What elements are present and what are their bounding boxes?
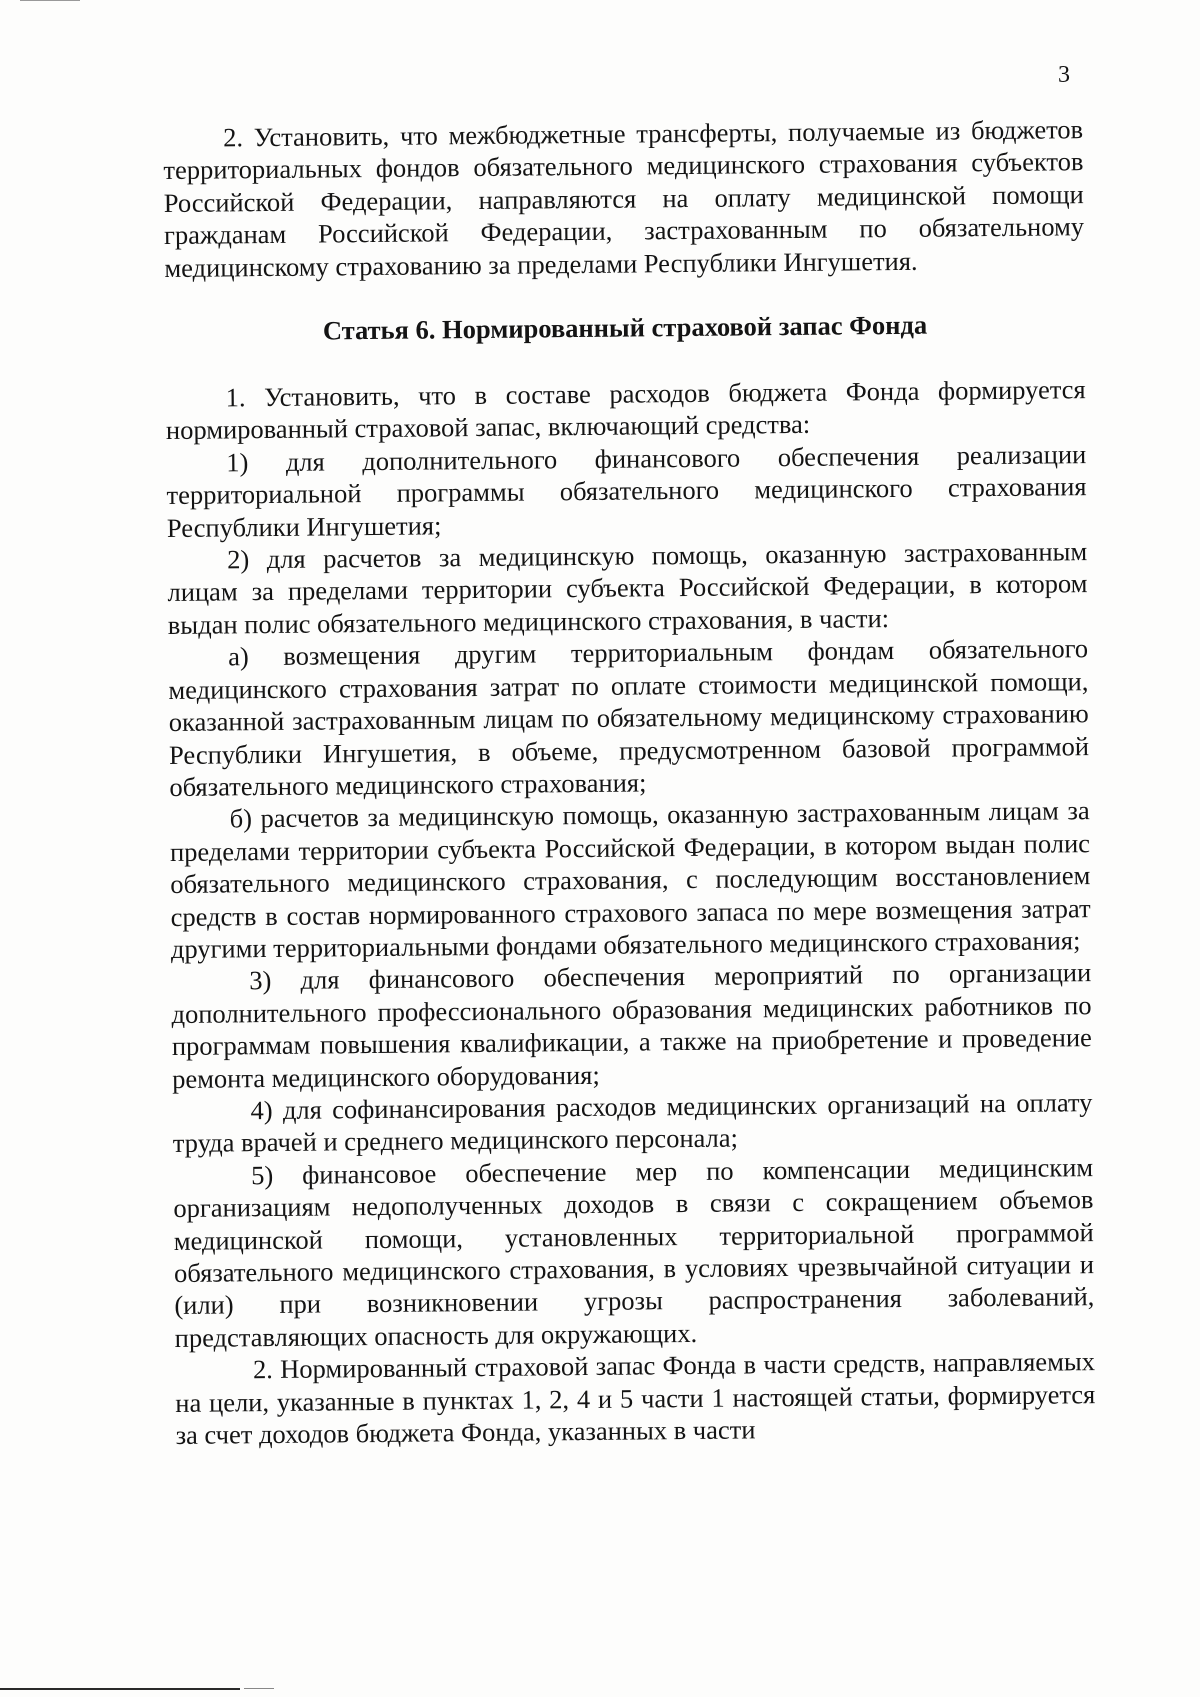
scan-edge-line-short bbox=[244, 1688, 274, 1689]
clause-1-item-2a: а) возмещения другим территориальным фондам обязательного медицинского страхования затрат по оплате стоимости медицинской помощи, оказанной застрахованным лицам по обязательному медицинскому страхованию Республики Ингушетия, в объеме, предусмотренном базовой программой обязательного медицинского страхования; bbox=[168, 633, 1090, 802]
clause-1-item-2b: б) расчетов за медицинскую помощь, оказанную застрахованным лицам за пределами территории субъекта Российской Федерации, в котором выдан полис обязательного медицинского страхования, с последующим восстановлением средств в состав нормированного страхового запаса по мере возмещения затрат другими территориальными фондами обязательного медицинского страхования; bbox=[169, 795, 1091, 964]
clause-1-item-4: 4) для софинансирования расходов медицинских организаций на оплату труда врачей и среднего медицинского персонала; bbox=[172, 1087, 1093, 1159]
clause-1-item-1: 1) для дополнительного финансового обеспечения реализации территориальной программы обязательного медицинского страхования Республики Ингушетия; bbox=[166, 438, 1087, 543]
clause-1-intro: 1. Установить, что в составе расходов бюджета Фонда формируется нормированный страховой запас, включающий средства: bbox=[165, 374, 1086, 446]
article-heading: Статья 6. Нормированный страховой запас Фонда bbox=[322, 309, 928, 346]
scan-edge-line bbox=[0, 1688, 240, 1690]
clause-1-item-2: 2) для расчетов за медицинскую помощь, оказанную застрахованным лицам за пределами территории субъекта Российской Федерации, в котором выдан полис обязательного медицинского страхования, в части: bbox=[167, 536, 1088, 640]
clause-1-item-5: 5) финансовое обеспечение мер по компенсации медицинским организациям недополученных доходов в связи с сокращением объемов медицинской помощи, установленных территориальной программой обязательного медицинского страхования, в условиях чрезвычайной ситуации и (или) при возникновении угрозы распространения заболеваний, представляющих опасность для окружающих. bbox=[173, 1151, 1095, 1353]
clause-1-item-3: 3) для финансового обеспечения мероприятий по организации дополнительного профессионального образования медицинских работников по программам повышения квалификации, а также на приобретение и проведение ремонта медицинского оборудования; bbox=[171, 957, 1092, 1094]
page-number: 3 bbox=[1058, 62, 1070, 88]
clause-2: 2. Нормированный страховой запас Фонда в части средств, направляемых на цели, указанные в пунктах 1, 2, 4 и 5 части 1 настоящей статьи, формируется за счет доходов бюджета Фонда, указанных в части bbox=[175, 1346, 1096, 1450]
scan-edge-mark bbox=[20, 0, 80, 1]
document-body bbox=[163, 113, 1096, 1451]
paragraph-transfers: 2. Установить, что межбюджетные трансферты, получаемые из бюджетов территориальных фондов обязательного медицинского страхования субъектов Российской Федерации, направляются на оплату медицинской помощи гражданам Российской Федерации, застрахованным по обязательному медицинскому страхованию за пределами Республики Ингушетия. bbox=[163, 114, 1085, 283]
